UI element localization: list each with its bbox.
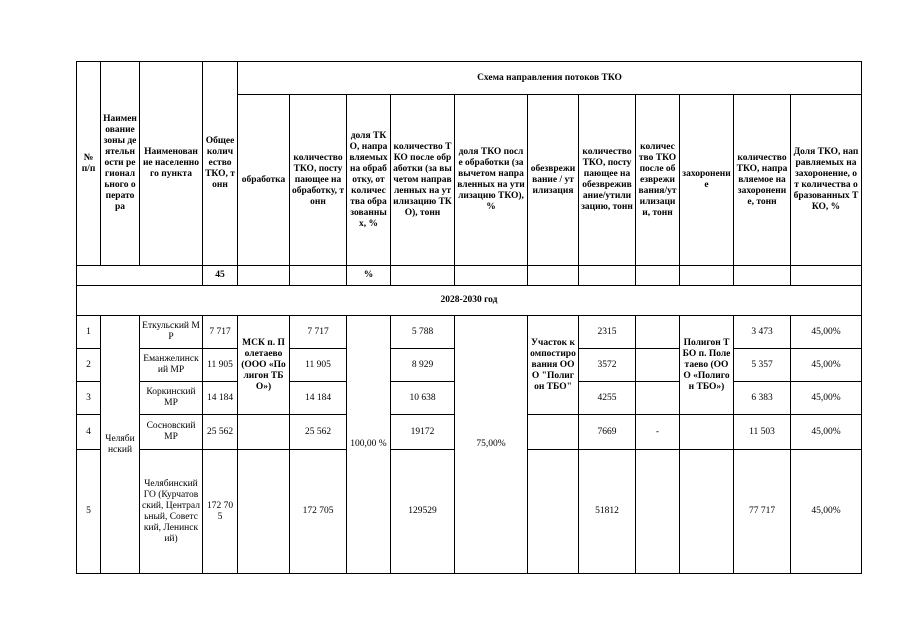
header-num: № п/п [77, 62, 101, 266]
row-afterneut [636, 349, 680, 382]
neutralization-facility: Участок компостирования ООО "Полигон ТБО" [528, 316, 579, 415]
row-burial: 11 503 [734, 415, 791, 450]
row-proc: 25 562 [290, 415, 347, 450]
row-proc: 14 184 [290, 382, 347, 415]
row-share: 45,00% [791, 316, 862, 349]
unit-total: 45 [203, 266, 238, 286]
neutralization-facility-continued [528, 415, 579, 450]
row-share: 45,00% [791, 450, 862, 574]
row-name: Еманжелинский МР [140, 349, 203, 382]
unit-cell [636, 266, 680, 286]
row-share: 45,00% [791, 382, 862, 415]
row-after: 10 638 [391, 382, 455, 415]
header-after-processing-qty: количество ТКО после обработки (за вычетом направленных на утилизацию ТКО), тонн [391, 95, 455, 266]
row-afterneut [636, 450, 680, 574]
unit-cell [455, 266, 528, 286]
unit-cell [391, 266, 455, 286]
header-settlement: Наименование населенного пункта [140, 62, 203, 266]
row-burial: 5 357 [734, 349, 791, 382]
header-neutralization: обезвреживание / утилизация [528, 95, 579, 266]
row-after: 129529 [391, 450, 455, 574]
processing-facility: МСК п. Полетаево (ООО «Полигон ТБО») [238, 316, 290, 415]
unit-cell [680, 266, 734, 286]
unit-cell [238, 266, 290, 286]
row-num: 2 [77, 349, 101, 382]
tko-flow-table [76, 61, 862, 574]
row-neut: 51812 [579, 450, 636, 574]
header-total: Общее количество ТКО, тонн [203, 62, 238, 266]
period-row: 2028-2030 год [77, 286, 862, 316]
row-name: Сосновский МР [140, 415, 203, 450]
unit-cell [791, 266, 862, 286]
row-afterneut [636, 316, 680, 349]
header-burial: захоронение [680, 95, 734, 266]
unit-cell [734, 266, 791, 286]
header-burial-share: Доля ТКО, направляемых на захоронение, от количества образованных ТКО, % [791, 95, 862, 266]
processing-share-value: 100,00 % [347, 316, 391, 574]
row-neut: 4255 [579, 382, 636, 415]
row-proc: 7 717 [290, 316, 347, 349]
row-after: 19172 [391, 415, 455, 450]
row-total: 172 705 [203, 450, 238, 574]
header-neutralization-qty: количество ТКО, поступающее на обезвреживание/утилизацию, тонн [579, 95, 636, 266]
row-name: Челябинский ГО (Курчатовский, Центральный, Советский, Ленинский) [140, 450, 203, 574]
row-total: 11 905 [203, 349, 238, 382]
row-num: 1 [77, 316, 101, 349]
row-afterneut [636, 382, 680, 415]
row-name: Еткульский МР [140, 316, 203, 349]
row-total: 14 184 [203, 382, 238, 415]
header-processing-share: доля ТКО, направляемых на обработку, от количества образованных, % [347, 95, 391, 266]
row-proc: 11 905 [290, 349, 347, 382]
zone-name: Челябинский [101, 316, 140, 574]
header-after-processing-share: доля ТКО после обработки (за вычетом направленных на утилизацию ТКО), % [455, 95, 528, 266]
processing-facility-continued [238, 415, 290, 450]
table-row [77, 316, 862, 349]
row-neut: 2315 [579, 316, 636, 349]
header-processing-qty: количество ТКО, поступающее на обработку, тонн [290, 95, 347, 266]
row-total: 25 562 [203, 415, 238, 450]
unit-share: % [347, 266, 391, 286]
unit-row-blank [77, 266, 203, 286]
row-proc: 172 705 [290, 450, 347, 574]
row-total: 7 717 [203, 316, 238, 349]
burial-facility-continued [680, 415, 734, 450]
row-after: 8 929 [391, 349, 455, 382]
header-processing: обработка [238, 95, 290, 266]
row-name: Коркинский МР [140, 382, 203, 415]
row-after: 5 788 [391, 316, 455, 349]
row-num: 3 [77, 382, 101, 415]
header-zone: Наименование зоны деятельности регионального оператора [101, 62, 140, 266]
row-burial: 3 473 [734, 316, 791, 349]
header-title: Схема направления потоков ТКО [238, 62, 862, 95]
header-after-neutralization-qty: количество ТКО после обезвреживания/утилизации, тонн [636, 95, 680, 266]
row-share: 45,00% [791, 415, 862, 450]
unit-cell [528, 266, 579, 286]
row-num: 5 [77, 450, 101, 574]
burial-facility: Полигон ТБО п. Полетаево (ООО «Полигон ТБО») [680, 316, 734, 415]
neutralization-facility-continued [528, 450, 579, 574]
row-neut: 7669 [579, 415, 636, 450]
row-burial: 6 383 [734, 382, 791, 415]
row-afterneut: - [636, 415, 680, 450]
row-num: 4 [77, 415, 101, 450]
row-neut: 3572 [579, 349, 636, 382]
burial-facility-continued [680, 450, 734, 574]
unit-cell [579, 266, 636, 286]
row-share: 45,00% [791, 349, 862, 382]
row-burial: 77 717 [734, 450, 791, 574]
processing-facility-continued [238, 450, 290, 574]
after-processing-share-value: 75,00% [455, 316, 528, 574]
unit-cell [290, 266, 347, 286]
header-burial-qty: количество ТКО, направляемое на захоронение, тонн [734, 95, 791, 266]
